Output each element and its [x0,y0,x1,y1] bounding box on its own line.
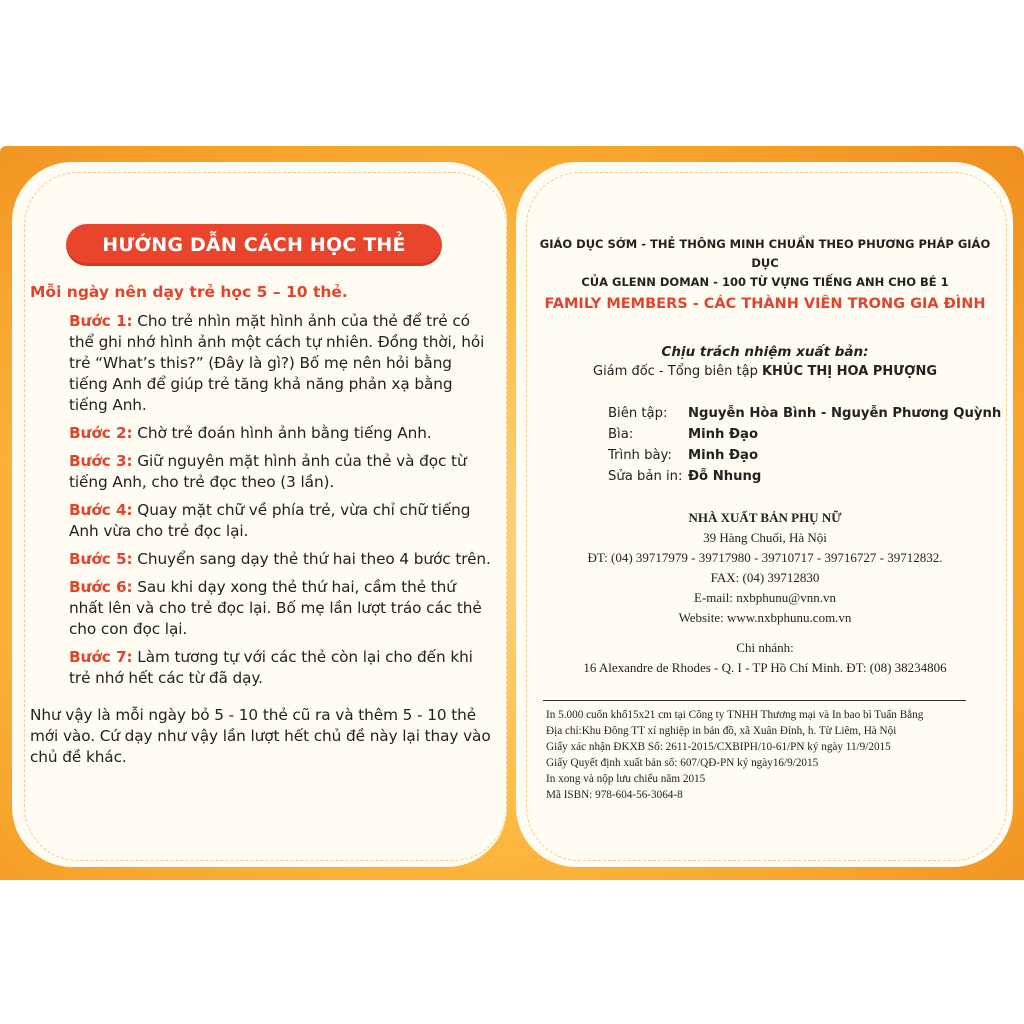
step-label: Bước 6: [69,578,133,596]
step-label: Bước 7: [69,648,133,666]
credit-row [608,424,1001,445]
step-text: Chờ trẻ đoán hình ảnh bằng tiếng Anh. [132,424,432,442]
imprint-block [546,707,996,803]
step-text: Làm tương tự với các thẻ còn lại cho đến khi trẻ nhớ hết các từ đã dạy. [69,648,473,687]
publisher-block [530,508,1000,628]
step-6 [69,577,494,640]
branch-title: Chi nhánh: [736,640,794,655]
step-text: Cho trẻ nhìn mặt hình ảnh của thẻ để trẻ có thể ghi nhớ hình ảnh một cách tự nhiên. Đồng thời, hỏi trẻ “What’s this?” (Đây là gì?) Bố mẹ nên hỏi bằng tiếng Anh để giúp trẻ tăng khả năng phản xạ bằng tiếng Anh. [69,312,485,414]
branch-block [530,638,1000,678]
outro-text: Như vậy là mỗi ngày bỏ 5 - 10 thẻ cũ ra và thêm 5 - 10 thẻ mới vào. Cứ dạy như vậy lần lượt hết chủ đề này lại thay vào chủ đề khác. [30,706,491,766]
imprint-line: Giấy xác nhận ĐKXB Số: 2611-2015/CXBIPH/10-61/PN ký ngày 11/9/2015 [546,741,891,753]
director-line [530,364,1000,379]
credit-label: Sửa bản in: [608,469,683,484]
topic-title: FAMILY MEMBERS - CÁC THÀNH VIÊN TRONG GIA ĐÌNH [544,296,986,312]
responsibility-label: Chịu trách nhiệm xuất bản: [661,344,869,360]
credit-value: Minh Đạo [688,427,759,442]
instruction-card [0,146,1024,880]
step-label: Bước 3: [69,452,133,470]
publisher-phone: ĐT: (04) 39717979 - 39717980 - 39710717 - 39716727 - 39712832. [587,550,943,565]
step-1 [69,311,494,416]
intro-text: Mỗi ngày nên dạy trẻ học 5 – 10 thẻ. [30,283,348,301]
step-label: Bước 2: [69,424,133,442]
publisher-fax: FAX: (04) 39712830 [710,570,820,585]
publisher-website: Website: www.nxbphunu.com.vn [678,610,852,625]
imprint-line: Giấy Quyết định xuất bản số: 607/QĐ-PN ký ngày16/9/2015 [546,757,819,769]
step-7 [69,647,494,689]
imprint-line: In 5.000 cuốn khổ15x21 cm tại Công ty TNHH Thương mại và In bao bì Tuấn Bằng [546,709,924,721]
step-5 [69,549,494,570]
step-text: Quay mặt chữ về phía trẻ, vừa chỉ chữ tiếng Anh vừa cho trẻ đọc lại. [69,501,471,540]
credit-value: Đỗ Nhung [688,469,762,484]
series-line: GIÁO DỤC SỚM - THẺ THÔNG MINH CHUẨN THEO PHƯƠNG PHÁP GIÁO DỤC [539,237,991,270]
series-line: CỦA GLENN DOMAN - 100 TỪ VỰNG TIẾNG ANH CHO BÉ 1 [581,275,949,289]
director-label: Giám đốc - Tổng biên tập [593,364,762,379]
step-label: Bước 1: [69,312,133,330]
credit-value: Minh Đạo [688,448,759,463]
step-3 [69,451,494,493]
imprint-line: In xong và nộp lưu chiểu năm 2015 [546,773,706,785]
steps-list [69,311,494,696]
step-text: Chuyển sang dạy thẻ thứ hai theo 4 bước trên. [132,550,491,568]
credit-label: Trình bày: [608,448,672,463]
step-4 [69,500,494,542]
step-2 [69,423,494,444]
credit-row [608,403,1001,424]
publisher-name: NHÀ XUẤT BẢN PHỤ NỮ [688,510,842,525]
imprint-line: Mã ISBN: 978-604-56-3064-8 [546,789,683,801]
credit-value: Nguyễn Hòa Bình - Nguyễn Phương Quỳnh [688,406,1002,421]
heading-banner [66,224,442,266]
divider [543,700,966,701]
credit-row [608,466,1001,487]
branch-address: 16 Alexandre de Rhodes - Q. I - TP Hồ Chí Minh. ĐT: (08) 38234806 [583,660,947,675]
step-label: Bước 5: [69,550,133,568]
step-text: Sau khi dạy xong thẻ thứ hai, cầm thẻ thứ nhất lên và cho trẻ đọc lại. Bố mẹ lần lượt tráo các thẻ cho con đọc lại. [69,578,482,638]
imprint-line: Địa chỉ:Khu Đông TT xí nghiệp in bản đồ, xã Xuân Đỉnh, h. Từ Liêm, Hà Nội [546,725,897,737]
credits-list [608,403,1001,487]
publisher-address: 39 Hàng Chuối, Hà Nội [703,530,827,545]
credit-row [608,445,1001,466]
step-text: Giữ nguyên mặt hình ảnh của thẻ và đọc từ tiếng Anh, cho trẻ đọc theo (3 lần). [69,452,467,491]
credit-label: Bìa: [608,427,634,442]
director-name: KHÚC THỊ HOA PHƯỢNG [761,364,937,379]
series-title [530,235,1000,292]
heading-title: HƯỚNG DẪN CÁCH HỌC THẺ [102,234,406,256]
publisher-email: E-mail: nxbphunu@vnn.vn [694,590,836,605]
credit-label: Biên tập: [608,406,668,421]
step-label: Bước 4: [69,501,133,519]
